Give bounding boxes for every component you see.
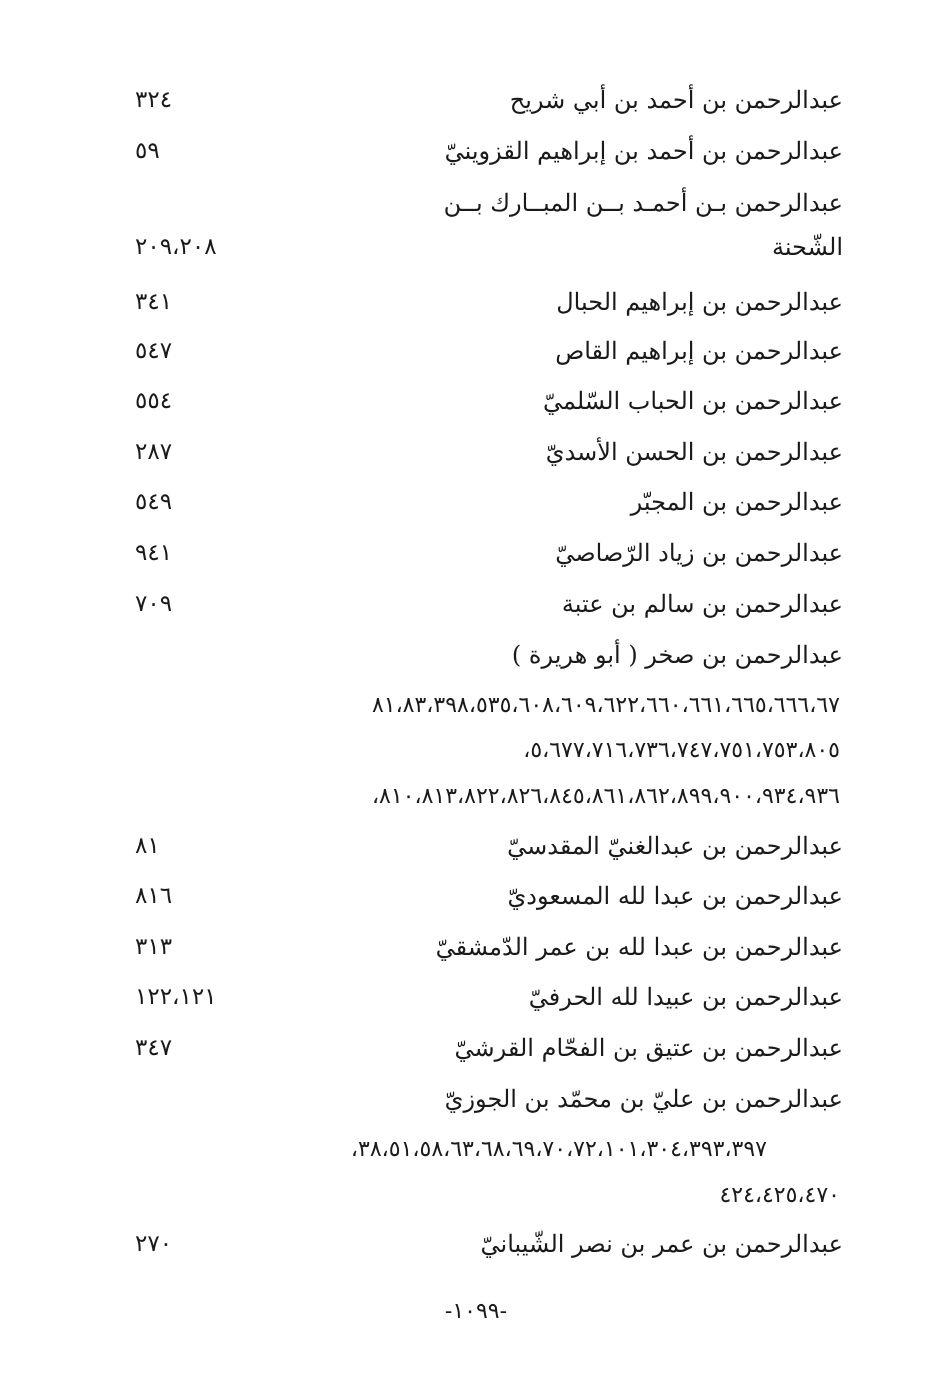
- entry-page-refs: ٣١٣: [135, 934, 173, 960]
- index-entry: [135, 584, 843, 624]
- page-refs-continuation: ٨١،٨٣،٣٩٨،٥٣٥،٦٠٨،٦٠٩،٦٢٢،٦٦٠،٦٦١،٦٦٥،٦٦٦،٦٧: [371, 693, 840, 718]
- entry-name: عبدالرحمن بن عبدا لله بن عمر الدّمشقيّ: [435, 933, 843, 961]
- entry-page-refs: ١٢٢،١٢١: [135, 984, 217, 1010]
- index-entry: [135, 635, 843, 675]
- page-refs-continuation: ٤٢٤،٤٢٥،٤٧٠: [719, 1183, 840, 1208]
- entry-name: الشّحنة: [772, 233, 843, 261]
- index-entry: [135, 1079, 843, 1119]
- entry-page-refs: ٧٠٩: [135, 591, 173, 617]
- entry-name: عبدالرحمن بن إبراهيم الحبال: [556, 288, 843, 316]
- index-entry: [135, 533, 843, 573]
- entry-name: عبدالرحمن بن عمر بن نصر الشّيبانيّ: [480, 1230, 843, 1258]
- entry-name: عبدالرحمن بن عبدالغنيّ المقدسيّ: [507, 832, 843, 860]
- index-entry: [135, 227, 843, 267]
- index-entry: [135, 1028, 843, 1068]
- entry-name: عبدالرحمن بن عبدا لله المسعوديّ: [507, 882, 843, 910]
- entry-page-refs: ٥٩: [135, 138, 160, 164]
- index-entry: [135, 432, 843, 472]
- index-entry: [135, 1224, 843, 1264]
- entry-page-refs: ٣٢٤: [135, 87, 173, 113]
- entry-name: عبدالرحمن بن عليّ بن محمّد بن الجوزيّ: [444, 1085, 843, 1113]
- entry-page-refs: ٥٤٩: [135, 489, 173, 515]
- index-entry: [135, 80, 843, 120]
- entry-page-refs: ٢٨٧: [135, 439, 173, 465]
- entry-name: عبدالرحمن بن زياد الرّصاصيّ: [555, 539, 843, 567]
- page-number: -١٠٩٩-: [444, 1299, 508, 1324]
- entry-name: عبدالرحمن بن سالم بن عتبة: [561, 590, 843, 618]
- entry-name: عبدالرحمن بن عتيق بن الفحّام القرشيّ: [454, 1034, 843, 1062]
- page-refs-continuation: ٥،٦٧٧،٧١٦،٧٣٦،٧٤٧،٧٥١،٧٥٣،٨٠٥،: [523, 738, 840, 763]
- entry-name: عبدالرحمن بن أحمد بن إبراهيم القزوينيّ: [444, 137, 843, 165]
- index-entry: [135, 183, 843, 223]
- index-entry: [135, 977, 843, 1017]
- entry-name: عبدالرحمن بـن أحمـد بــن المبــارك بــن: [443, 189, 843, 217]
- entry-name: عبدالرحمن بن الحسن الأسديّ: [545, 438, 843, 466]
- index-entry: [135, 282, 843, 322]
- entry-page-refs: ٢٠٩،٢٠٨: [135, 234, 217, 260]
- index-entry: [135, 927, 843, 967]
- entry-page-refs: ٩٤١: [135, 540, 173, 566]
- entry-name: عبدالرحمن بن أحمد بن أبي شريح: [509, 86, 843, 114]
- entry-page-refs: ٣٤١: [135, 289, 173, 315]
- entry-page-refs: ٥٥٤: [135, 388, 173, 414]
- entry-name: عبدالرحمن بن الحباب السّلميّ: [542, 387, 843, 415]
- index-entry: [135, 331, 843, 371]
- entry-name: عبدالرحمن بن عبيدا لله الحرفيّ: [528, 983, 843, 1011]
- entry-page-refs: ٨١٦: [135, 883, 173, 909]
- index-entry: [135, 482, 843, 522]
- entry-name: عبدالرحمن بن المجبّر: [630, 488, 843, 516]
- index-entry: [135, 826, 843, 866]
- page-refs-continuation: ٨١٠،٨١٣،٨٢٢،٨٢٦،٨٤٥،٨٦١،٨٦٢،٨٩٩،٩٠٠،٩٣٤،٩٣٦،: [371, 784, 840, 809]
- entry-page-refs: ٥٤٧: [135, 338, 173, 364]
- entry-page-refs: ٨١: [135, 833, 160, 859]
- index-entry: [135, 381, 843, 421]
- index-entry: [135, 131, 843, 171]
- entry-page-refs: ٢٧٠: [135, 1231, 173, 1257]
- entry-page-refs: ٣٤٧: [135, 1035, 173, 1061]
- page-refs-continuation: ٣٨،٥١،٥٨،٦٣،٦٨،٦٩،٧٠،٧٢،١٠١،٣٠٤،٣٩٣،٣٩٧،: [350, 1137, 767, 1162]
- entry-name: عبدالرحمن بن إبراهيم القاص: [555, 337, 843, 365]
- index-entry: [135, 876, 843, 916]
- entry-name: عبدالرحمن بن صخر ( أبو هريرة ): [511, 641, 843, 669]
